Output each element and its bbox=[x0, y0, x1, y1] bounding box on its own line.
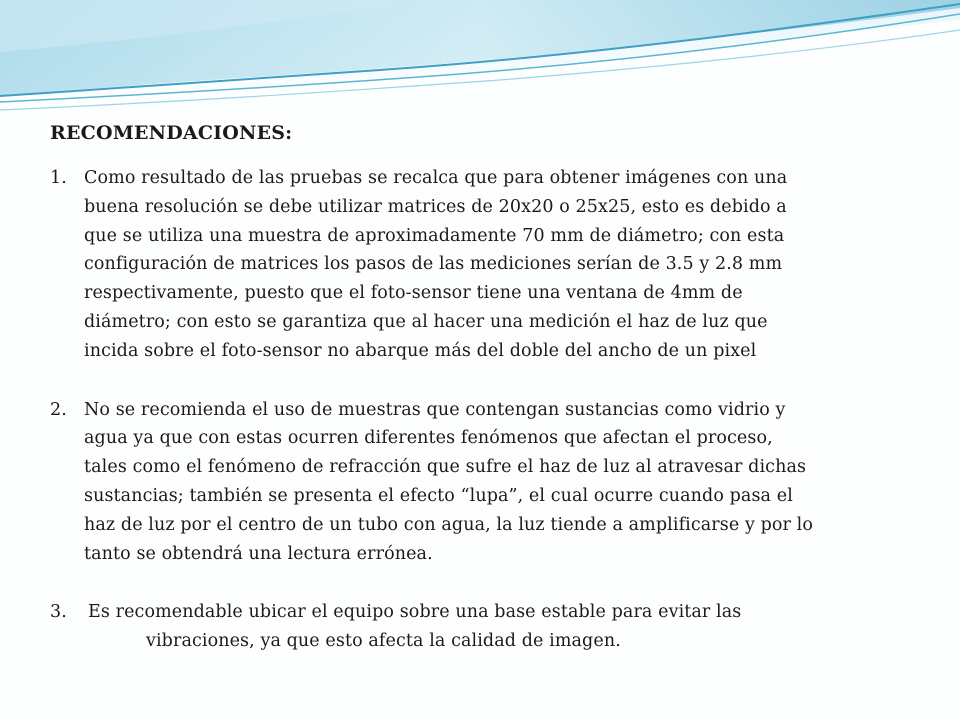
text-line: tanto se obtendrá una lectura errónea. bbox=[84, 543, 433, 564]
text-line: diámetro; con esto se garantiza que al hacer una medición el haz de luz que bbox=[84, 311, 768, 332]
item-text bbox=[88, 598, 920, 656]
list-item-3 bbox=[50, 598, 920, 656]
item-number: 1. bbox=[50, 168, 67, 188]
list-item-1 bbox=[50, 164, 920, 366]
text-line: Como resultado de las pruebas se recalca que para obtener imágenes con una bbox=[84, 168, 788, 188]
text-line: sustancias; también se presenta el efecto “lupa”, el cual ocurre cuando pasa el bbox=[84, 485, 793, 506]
item-number: 2. bbox=[50, 399, 67, 420]
text-line: respectivamente, puesto que el foto-sensor tiene una ventana de 4mm de bbox=[84, 283, 743, 304]
list-item-2 bbox=[50, 396, 920, 569]
text-line: que se utiliza una muestra de aproximadamente 70 mm de diámetro; con esta bbox=[84, 225, 785, 246]
text-line: No se recomienda el uso de muestras que contengan sustancias como vidrio y bbox=[84, 399, 786, 420]
item-number: 3. bbox=[50, 602, 67, 623]
item-text bbox=[84, 164, 920, 366]
text-line: tales como el fenómeno de refracción que sufre el haz de luz al atravesar dichas bbox=[84, 457, 807, 478]
text-line: incida sobre el foto-sensor no abarque más del doble del ancho de un pixel bbox=[84, 340, 757, 361]
text-line: configuración de matrices los pasos de las mediciones serían de 3.5 y 2.8 mm bbox=[84, 254, 783, 275]
content-body bbox=[50, 122, 920, 656]
text-line: Es recomendable ubicar el equipo sobre una base estable para evitar las bbox=[88, 602, 742, 623]
text-line: buena resolución se debe utilizar matrices de 20x20 o 25x25, esto es debido a bbox=[84, 196, 787, 217]
text-line: vibraciones, ya que esto afecta la calidad de imagen. bbox=[146, 631, 621, 652]
header-wave-decoration bbox=[0, 0, 960, 130]
text-line: haz de luz por el centro de un tubo con agua, la luz tiende a amplificarse y por lo bbox=[84, 514, 813, 535]
section-title: RECOMENDACIONES: bbox=[50, 122, 293, 144]
item-text bbox=[84, 396, 920, 569]
text-line: agua ya que con estas ocurren diferentes fenómenos que afectan el proceso, bbox=[84, 428, 773, 449]
